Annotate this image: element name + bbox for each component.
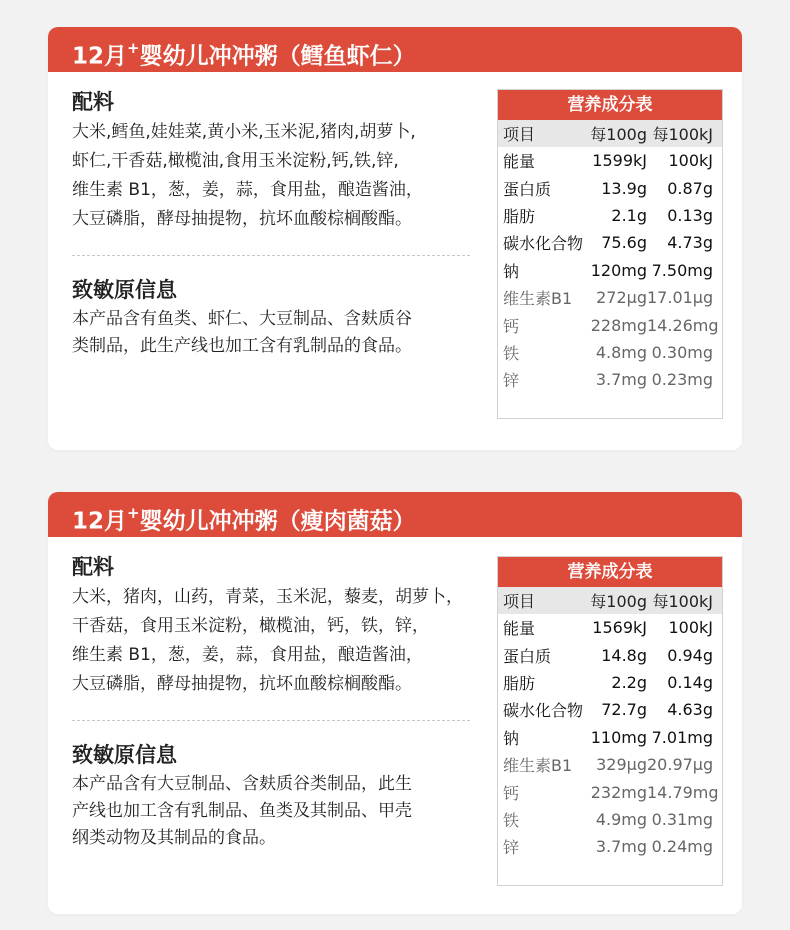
value-per-100kj: 0.24mg bbox=[651, 837, 713, 857]
nutrient-name: 蛋白质 bbox=[503, 179, 552, 199]
value-per-100kj: 0.23mg bbox=[651, 370, 713, 390]
nutrition-row bbox=[498, 311, 722, 338]
product-card-cod-shrimp bbox=[48, 27, 742, 450]
nutrient-name: 锌 bbox=[503, 838, 520, 858]
ingredients-panel bbox=[72, 88, 472, 360]
nutrient-name: 脂肪 bbox=[503, 673, 536, 693]
nutrient-name: 能量 bbox=[503, 619, 536, 639]
nutrition-row bbox=[498, 806, 722, 833]
ingredients-text: 大米,鳕鱼,娃娃菜,黄小米,玉米泥,猪肉,胡萝卜, 虾仁,干香菇,橄榄油,食用玉米淀粉,钙,铁,锌, 维生素 B1，葱，姜，蒜，食用盐，酿造酱油， 大豆磷脂，酵母抽提物，抗坏血酸棕榈酸酯。 bbox=[72, 122, 423, 229]
value-per-100kj: 7.01mg bbox=[651, 727, 713, 747]
header-per-100g: 每100g bbox=[590, 592, 647, 611]
title-age: 12月 bbox=[72, 508, 128, 535]
value-per-100kj: 100kJ bbox=[668, 151, 713, 171]
value-per-100kj: 14.26mg bbox=[647, 315, 719, 335]
nutrient-name: 维生素B1 bbox=[503, 756, 573, 776]
nutrient-name: 维生素B1 bbox=[503, 289, 573, 309]
value-per-100kj: 0.30mg bbox=[651, 342, 713, 362]
value-per-100kj: 100kJ bbox=[668, 618, 713, 638]
nutrition-row bbox=[498, 339, 722, 366]
nutrient-name: 能量 bbox=[503, 152, 536, 172]
nutrition-row bbox=[498, 751, 722, 778]
nutrition-row bbox=[498, 696, 722, 723]
header-item: 项目 bbox=[503, 592, 536, 611]
nutrition-row bbox=[498, 147, 722, 174]
nutrient-name: 钙 bbox=[503, 316, 520, 336]
value-per-100kj: 4.63g bbox=[667, 700, 713, 720]
value-per-100kj: 20.97μg bbox=[647, 755, 714, 775]
value-per-100g: 4.9mg bbox=[595, 809, 647, 829]
nutrition-table-title: 营养成分表 bbox=[498, 557, 722, 587]
allergen-title: 致敏原信息 bbox=[72, 278, 177, 302]
allergen-text: 本产品含有鱼类、虾仁、大豆制品、含麸质谷 类制品，此生产线也加工含有乳制品的食品。 bbox=[72, 309, 412, 356]
value-per-100g: 3.7mg bbox=[595, 370, 647, 390]
header-per-100g: 每100g bbox=[590, 125, 647, 144]
section-divider bbox=[72, 720, 470, 721]
title-name: 婴幼儿冲冲粥（鳕鱼虾仁） bbox=[139, 43, 416, 70]
value-per-100g: 329μg bbox=[596, 755, 647, 775]
value-per-100g: 272μg bbox=[596, 288, 647, 308]
nutrition-row bbox=[498, 614, 722, 641]
header-item: 项目 bbox=[503, 125, 536, 144]
nutrition-row bbox=[498, 833, 722, 860]
nutrient-name: 碳水化合物 bbox=[503, 701, 584, 721]
title-name: 婴幼儿冲冲粥（瘦肉菌菇） bbox=[139, 508, 416, 535]
nutrient-name: 铁 bbox=[503, 810, 520, 830]
value-per-100g: 110mg bbox=[590, 727, 647, 747]
allergen-text: 本产品含有大豆制品、含麸质谷类制品，此生 产线也加工含有乳制品、鱼类及其制品、甲壳 纲类动物及其制品的食品。 bbox=[72, 774, 412, 848]
ingredients-text: 大米，猪肉，山药，青菜，玉米泥，藜麦，胡萝卜， 干香菇，食用玉米淀粉，橄榄油，钙，铁，锌， 维生素 B1，葱，姜，蒜，食用盐，酿造酱油， 大豆磷脂，酵母抽提物，抗坏血酸棕榈酸酯。 bbox=[72, 587, 463, 694]
nutrition-row bbox=[498, 669, 722, 696]
value-per-100g: 14.8g bbox=[601, 645, 647, 665]
value-per-100kj: 14.79mg bbox=[647, 782, 719, 802]
ingredients-title: 配料 bbox=[72, 90, 114, 114]
nutrition-row bbox=[498, 284, 722, 311]
nutrition-table-header bbox=[498, 587, 722, 614]
nutrition-table bbox=[497, 89, 723, 419]
value-per-100g: 75.6g bbox=[601, 233, 647, 253]
product-title bbox=[48, 27, 742, 72]
nutrient-name: 钠 bbox=[503, 728, 520, 748]
value-per-100g: 1599kJ bbox=[592, 151, 647, 171]
nutrition-table-title: 营养成分表 bbox=[498, 90, 722, 120]
value-per-100g: 13.9g bbox=[601, 178, 647, 198]
nutrition-row bbox=[498, 641, 722, 668]
title-plus: + bbox=[127, 39, 140, 57]
value-per-100g: 4.8mg bbox=[595, 342, 647, 362]
nutrition-table bbox=[497, 556, 723, 886]
nutrition-table-body bbox=[498, 147, 722, 394]
title-plus: + bbox=[127, 504, 140, 522]
nutrient-name: 碳水化合物 bbox=[503, 234, 584, 254]
nutrition-row bbox=[498, 257, 722, 284]
nutrition-table-header bbox=[498, 120, 722, 147]
ingredients-title: 配料 bbox=[72, 555, 114, 579]
nutrition-row bbox=[498, 174, 722, 201]
value-per-100g: 1569kJ bbox=[592, 618, 647, 638]
nutrition-row bbox=[498, 202, 722, 229]
value-per-100g: 3.7mg bbox=[595, 837, 647, 857]
nutrition-row bbox=[498, 229, 722, 256]
section-divider bbox=[72, 255, 470, 256]
nutrient-name: 钙 bbox=[503, 783, 520, 803]
header-per-100kj: 每100kJ bbox=[652, 592, 713, 611]
value-per-100g: 2.2g bbox=[611, 672, 647, 692]
value-per-100g: 120mg bbox=[590, 260, 647, 280]
title-age: 12月 bbox=[72, 43, 128, 70]
header-per-100kj: 每100kJ bbox=[652, 125, 713, 144]
value-per-100g: 72.7g bbox=[601, 700, 647, 720]
nutrient-name: 钠 bbox=[503, 261, 520, 281]
nutrition-row bbox=[498, 724, 722, 751]
nutrient-name: 蛋白质 bbox=[503, 646, 552, 666]
nutrition-table-body bbox=[498, 614, 722, 861]
nutrition-row bbox=[498, 366, 722, 393]
value-per-100g: 232mg bbox=[590, 782, 647, 802]
nutrient-name: 脂肪 bbox=[503, 206, 536, 226]
value-per-100kj: 0.13g bbox=[667, 205, 713, 225]
value-per-100kj: 0.14g bbox=[667, 672, 713, 692]
nutrition-row bbox=[498, 778, 722, 805]
ingredients-panel bbox=[72, 553, 472, 852]
value-per-100g: 228mg bbox=[590, 315, 647, 335]
product-title bbox=[48, 492, 742, 537]
allergen-title: 致敏原信息 bbox=[72, 743, 177, 767]
product-card-lean-pork-mushroom bbox=[48, 492, 742, 914]
nutrient-name: 铁 bbox=[503, 343, 520, 363]
nutrient-name: 锌 bbox=[503, 371, 520, 391]
value-per-100kj: 17.01μg bbox=[647, 288, 714, 308]
value-per-100g: 2.1g bbox=[611, 205, 647, 225]
value-per-100kj: 7.50mg bbox=[651, 260, 713, 280]
value-per-100kj: 0.31mg bbox=[651, 809, 713, 829]
value-per-100kj: 4.73g bbox=[667, 233, 713, 253]
value-per-100kj: 0.87g bbox=[667, 178, 713, 198]
value-per-100kj: 0.94g bbox=[667, 645, 713, 665]
